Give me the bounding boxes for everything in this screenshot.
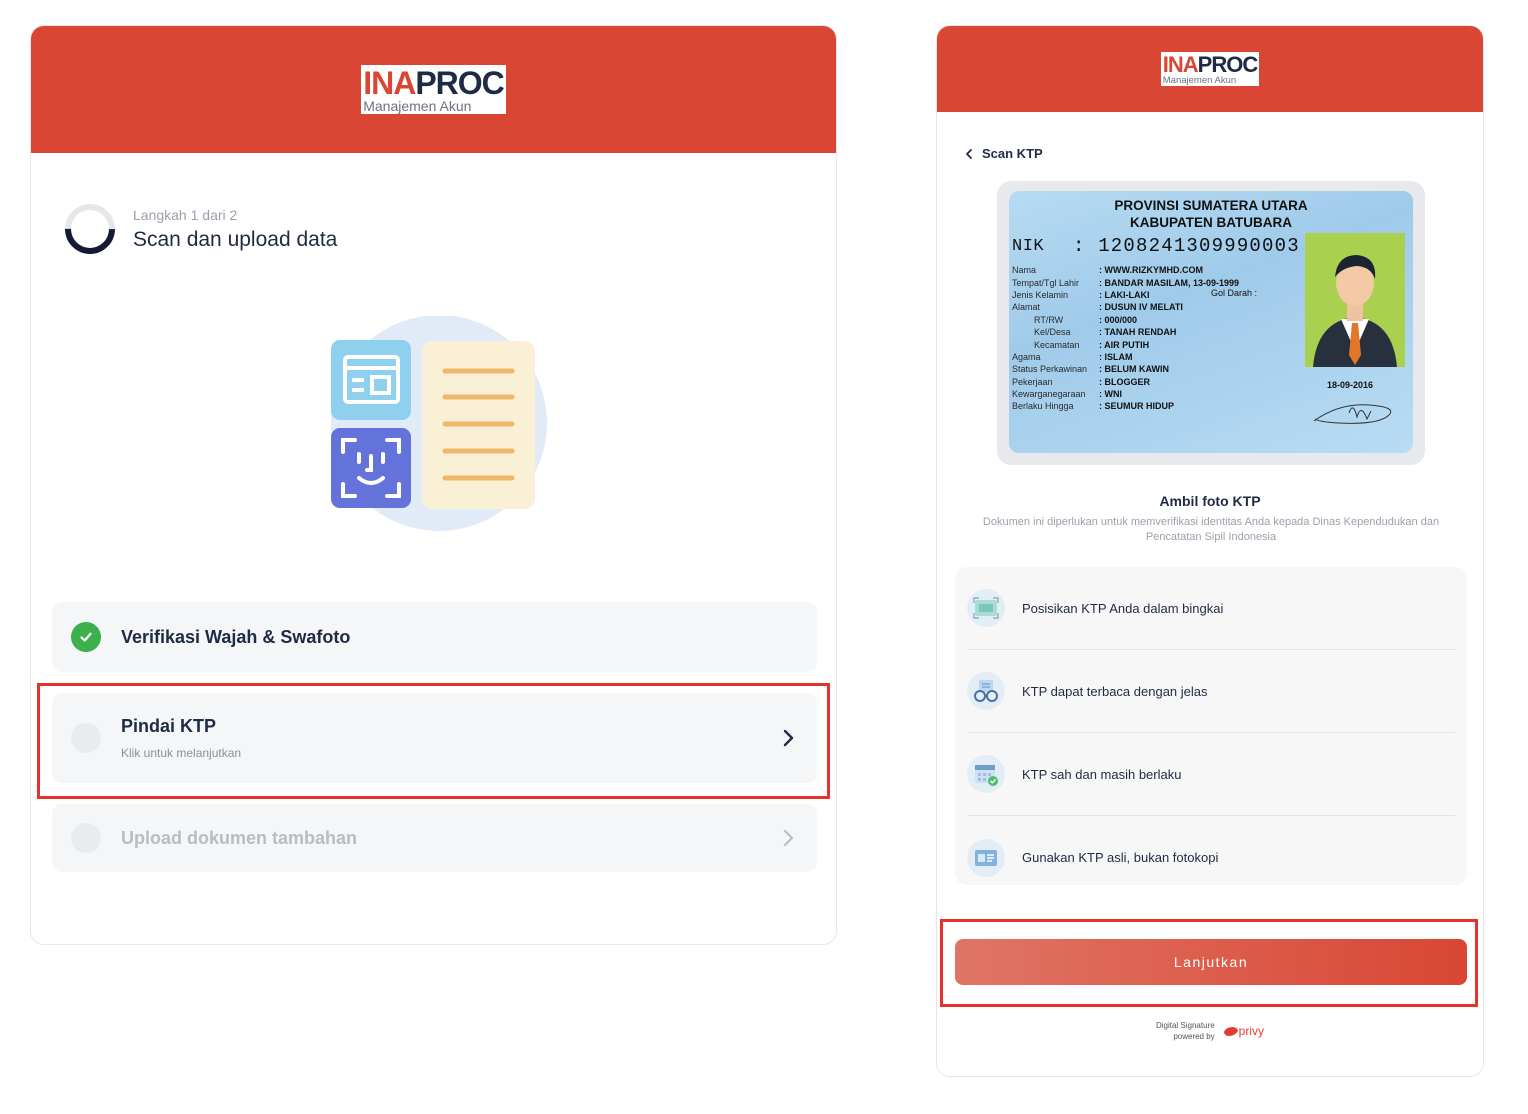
privy-logo: privy bbox=[1223, 1024, 1264, 1038]
step-title: Scan dan upload data bbox=[133, 227, 338, 251]
step-label: Langkah 1 dari 2 bbox=[133, 206, 238, 223]
item-subtitle: Klik untuk melanjutkan bbox=[121, 746, 242, 760]
list-item bbox=[967, 733, 1455, 816]
ktp-regency: KABUPATEN BATUBARA bbox=[1130, 215, 1292, 230]
ktp-card-image bbox=[1009, 191, 1413, 453]
list-item-face-verification[interactable] bbox=[52, 602, 817, 672]
list-item bbox=[967, 650, 1455, 733]
tip-text: Gunakan KTP asli, bukan fotokopi bbox=[1022, 850, 1219, 865]
inaproc-logo: INAPROC Manajemen Akun bbox=[363, 65, 504, 115]
list-item-upload-documents[interactable] bbox=[52, 804, 817, 872]
header-bar bbox=[31, 26, 836, 153]
privy-icon bbox=[1223, 1026, 1239, 1037]
ktp-province: PROVINSI SUMATERA UTARA bbox=[1114, 198, 1308, 213]
signature-image bbox=[1309, 391, 1404, 431]
glasses-icon bbox=[967, 672, 1005, 710]
ktp-portrait-image bbox=[1305, 233, 1405, 367]
pending-dot-icon bbox=[71, 723, 101, 753]
ktp-blood-type: Gol Darah : bbox=[1211, 288, 1258, 298]
list-item bbox=[967, 567, 1455, 650]
ktp-fields: Nama : WWW.RIZKYMHD.COM Tempat/Tgl Lahir : BANDAR MASILAM, 13-09-1999 Jenis Kelamin : LAKI-LAKI Alamat : DUSUN IV MELATI RT/RW : 000/000 Kel/Desa : TANAH RENDAH Kecamatan : AIR PUTIH Agama : ISLAM Status Perkawinan : BELUM KAWIN Pekerjaan : BLOGGER Kewarganegaraan : WNI Berlaku Hingga : SEUMUR HIDUP bbox=[1012, 265, 1240, 412]
ktp-nik-value: : 1208241309990003 bbox=[1073, 235, 1300, 257]
tips-list bbox=[955, 567, 1467, 885]
powered-by: Digital Signature powered by privy bbox=[1155, 1021, 1265, 1041]
item-title: Upload dokumen tambahan bbox=[121, 827, 358, 848]
tip-text: Posisikan KTP Anda dalam bingkai bbox=[1022, 600, 1224, 616]
tip-text: KTP dapat terbaca dengan jelas bbox=[1022, 683, 1208, 699]
ktp-preview bbox=[997, 181, 1425, 465]
pending-dot-icon bbox=[71, 823, 101, 853]
inaproc-logo: INAPROC Manajemen Akun bbox=[1162, 52, 1258, 87]
list-item-scan-ktp[interactable] bbox=[52, 693, 817, 783]
calendar-check-icon bbox=[967, 755, 1005, 793]
tip-text: KTP sah dan masih berlaku bbox=[1022, 766, 1182, 782]
back-label: Scan KTP bbox=[982, 146, 1043, 161]
header-bar bbox=[937, 26, 1483, 112]
section-description: Dokumen ini diperlukan untuk memverifikasi identitas Anda kepada Dinas Kependudukan dan Pencatatan Sipil Indonesia bbox=[982, 516, 1440, 543]
ktp-nik-label: NIK bbox=[1012, 237, 1045, 256]
scan-ktp-panel bbox=[936, 25, 1484, 1077]
back-button[interactable] bbox=[965, 146, 1043, 161]
chevron-right-icon[interactable] bbox=[781, 728, 795, 748]
step-indicator bbox=[65, 204, 337, 254]
chevron-right-icon[interactable] bbox=[781, 828, 795, 848]
ktp-issue-date: 18-09-2016 bbox=[1327, 380, 1374, 390]
continue-button[interactable]: Lanjutkan bbox=[955, 939, 1467, 985]
section-title: Ambil foto KTP bbox=[1159, 493, 1261, 509]
scan-illustration bbox=[327, 316, 547, 536]
onboarding-panel bbox=[30, 25, 837, 945]
progress-ring-icon bbox=[55, 194, 126, 265]
chevron-left-icon bbox=[965, 148, 973, 160]
check-icon bbox=[71, 622, 101, 652]
item-title: Pindai KTP bbox=[121, 716, 217, 736]
item-title: Verifikasi Wajah & Swafoto bbox=[121, 626, 351, 647]
list-item bbox=[967, 816, 1455, 899]
id-card-icon bbox=[967, 839, 1005, 877]
id-frame-icon bbox=[967, 589, 1005, 627]
